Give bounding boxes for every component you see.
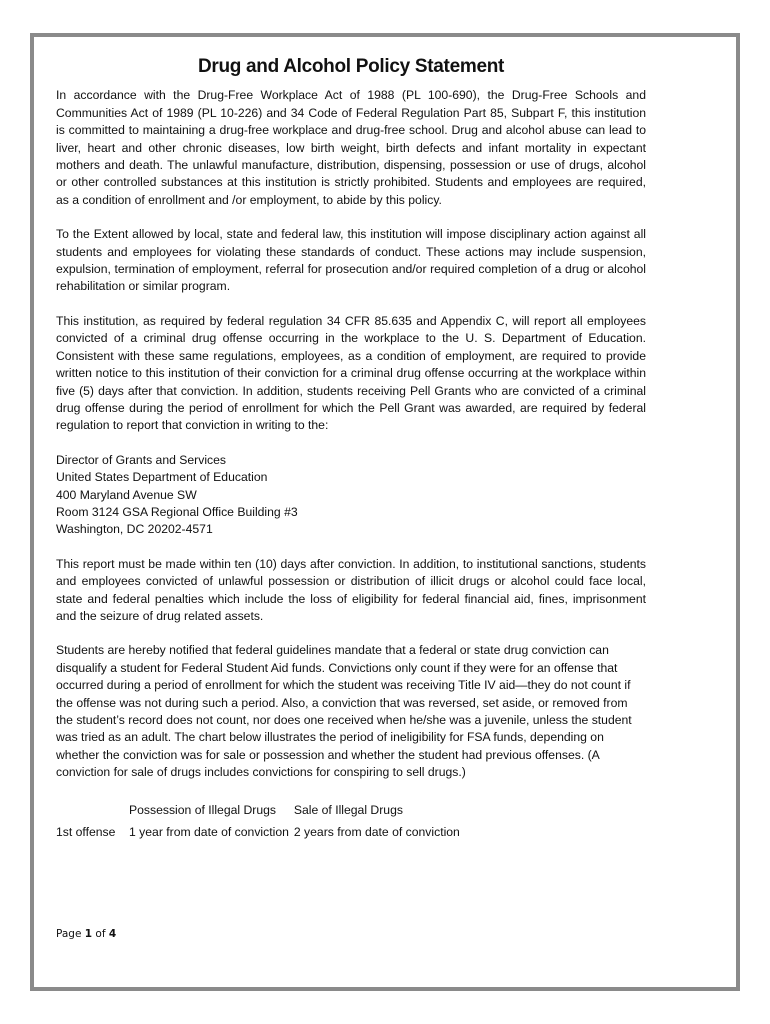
address-line: Washington, DC 20202-4571 bbox=[56, 522, 213, 537]
paragraph-disciplinary-action: To the Extent allowed by local, state and federal law, this institution will impose disciplinary action against all students and employees for violating these standards of conduct. These actions may include suspension, expulsion, termination of employment, referral for prosecution and/or required completion of a drug or alcohol rehabilitation or similar program. bbox=[56, 227, 646, 294]
table-cell: 2 years from date of conviction bbox=[293, 824, 460, 839]
paragraph-reporting-requirement: This institution, as required by federal regulation 34 CFR 85.635 and Appendix C, will report all employees convicted of a criminal drug offense occurring in the workplace to the U. S. Department of Education. Consistent with these same regulations, employees, as a condition of employment, are required to provide written notice to this institution of their conviction for a criminal drug offense occurring at the workplace within five (5) days after that conviction. In addition, students receiving Pell Grants who are convicted of a criminal drug offense during the period of enrollment for which the Pell Grant was awarded, are required by federal regulation to report that conviction in writing to the: bbox=[56, 313, 646, 433]
page-current: 1 bbox=[84, 928, 93, 940]
paragraph-penalties: This report must be made within ten (10) days after conviction. In addition, to institutional sanctions, students and employees convicted of unlawful possession or distribution of illicit drugs or alcohol could face local, state and federal penalties which include the loss of eligibility for federal financial aid, fines, imprisonment and the seizure of drug related assets. bbox=[56, 556, 646, 623]
page-of: of bbox=[95, 928, 106, 940]
page-title: Drug and Alcohol Policy Statement bbox=[197, 56, 505, 77]
table-row bbox=[56, 821, 465, 843]
paragraph-policy-intro: In accordance with the Drug-Free Workplace Act of 1988 (PL 100-690), the Drug-Free Schools and Communities Act of 1989 (PL 10-226) and 34 Code of Federal Regulation Part 85, Subpart F, this institution is committed to maintaining a drug-free workplace and drug-free school. Drug and alcohol abuse can lead to liver, heart and other chronic diseases, low birth weight, birth defects and infant mortality in expectant mothers and death. The unlawful manufacture, distribution, dispensing, possession or use of drugs, alcohol or other controlled substances at this institution is strictly prohibited. Students and employees are required, as a condition of enrollment and /or employment, to abide by this policy. bbox=[56, 88, 646, 207]
page-label: Page bbox=[56, 928, 82, 940]
page-total: 4 bbox=[108, 928, 117, 940]
address-line: 400 Maryland Avenue SW bbox=[56, 487, 197, 502]
table-cell: 1 year from date of conviction bbox=[129, 824, 289, 839]
table-header-cell: Possession of Illegal Drugs bbox=[129, 802, 276, 817]
paragraph-fsa-eligibility: Students are hereby notified that federal guidelines mandate that a federal or state drug conviction can disqualify a student for Federal Student Aid funds. Convictions only count if they were for an offense that occurred during a period of enrollment for which the student was receiving Title IV aid—they do not count if the offense was not during such a period. Also, a conviction that was reversed, set aside, or removed from the student’s record does not count, nor does one received when he/she was a juvenile, unless the student was tried as an adult. The chart below illustrates the period of ineligibility for FSA funds, depending on whether the conviction was for sale or possession and whether the student had previous offenses. (A conviction for sale of drugs includes convictions for conspiring to sell drugs.) bbox=[56, 643, 632, 780]
ineligibility-table bbox=[56, 799, 465, 843]
table-header-row bbox=[56, 799, 465, 821]
address-line: United States Department of Education bbox=[56, 470, 268, 485]
table-header-cell bbox=[56, 799, 129, 821]
page-number bbox=[56, 928, 116, 940]
address-line: Room 3124 GSA Regional Office Building #3 bbox=[56, 504, 298, 519]
table-header-cell: Sale of Illegal Drugs bbox=[293, 802, 403, 817]
document-body bbox=[56, 58, 646, 843]
table-cell: 1st offense bbox=[56, 824, 116, 839]
mailing-address bbox=[56, 452, 646, 539]
address-line: Director of Grants and Services bbox=[56, 452, 227, 467]
